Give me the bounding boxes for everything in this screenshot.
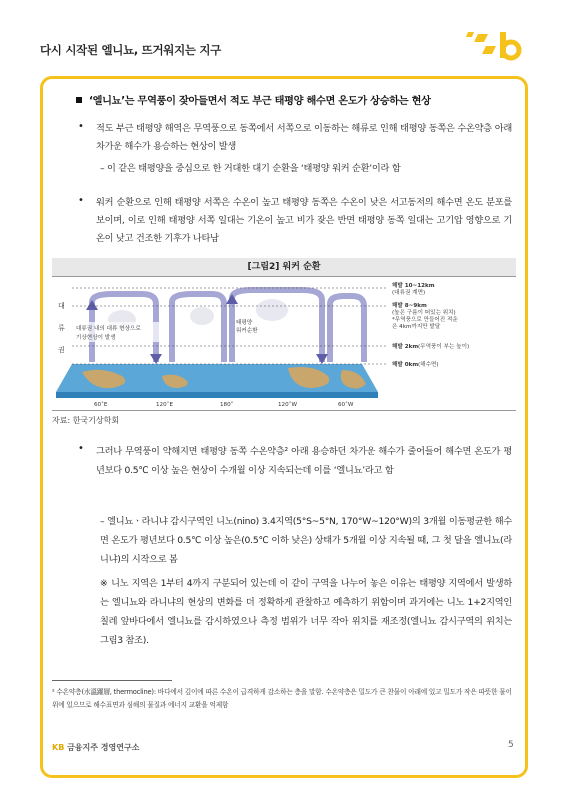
kb-logo (462, 28, 522, 64)
page-header-title: 다시 시작된 엘니뇨, 뜨거워지는 지구 (40, 43, 222, 57)
alt-zero-sub: (해수면) (418, 362, 439, 368)
figure-top-rule (52, 276, 516, 277)
paragraph-3-sub: – 엘니뇨ㆍ라니냐 감시구역인 니노(nino) 3.4지역(5°S~5°N, 170°W~120°W)의 3개월 이동평균한 해수면 온도가 평년보다 0.5℃ 이상 높은(0.5℃ 이하 낮은) 상태가 5개월 이상 지속될 때, 그 첫 달을 엘니뇨(라니냐)의 시작으로 봄 (100, 516, 512, 565)
figure-bottom-rule (52, 410, 516, 411)
bullet-icon: • (78, 121, 84, 132)
figure-caption: [그림2] 워커 순환 (52, 258, 516, 276)
section-heading (76, 92, 431, 107)
footer-org-name: 금융지주 경영연구소 (64, 743, 140, 752)
lon-60e: 60˚E (94, 402, 108, 408)
square-bullet-icon (76, 97, 82, 103)
walker-circulation-figure (52, 280, 516, 408)
alt-low-sub: (무역풍이 부는 높이) (418, 344, 470, 350)
alt-mid: 해발 8~9km (392, 303, 427, 309)
footnote: ² 수온약층(水溫躍層, thermocline): 바다에서 깊이에 따른 수온이 급격하게 감소하는 층을 말함. 수온약층은 밀도가 큰 찬물이 아래에 있고 밀도가 작은 따뜻한 물이 위에 있으므로 해수표면과 심해의 물질과 에너지 교환을 억제함 (52, 688, 512, 709)
figure-source: 자료: 한국기상학회 (52, 416, 120, 425)
note-paragraph: ※ 니노 지역은 1부터 4까지 구분되어 있는데 이 같이 구역을 나누어 놓은 이유는 태평양 지역에서 발생하는 엘니뇨와 라니냐의 현상의 변화를 더 정확하게 관찰하고 예측하기 위함이며 과거에는 니노 1+2지역인 칠레 앞바다에서 엘니뇨를 감시하였으나 측정 범위가 너무 작아 위치를 재조정(엘니뇨 감시구역의 위치는 그림3 참조). (100, 578, 512, 646)
fig-vlabel-3: 권 (58, 346, 65, 354)
alt-zero: 해발 0km (392, 362, 419, 368)
footnote-rule (52, 680, 172, 681)
lon-60w: 60˚W (338, 402, 354, 408)
content-frame (40, 76, 528, 778)
alt-mid-sub2: *무역풍으로 만들어진 적운 (392, 317, 458, 323)
bullet-icon: • (78, 443, 84, 454)
alt-low: 해발 2km (392, 344, 419, 350)
paragraph-3: 그러나 무역풍이 약해지면 태평양 동쪽 수온약층² 아래 용승하던 차가운 해수가 줄어들어 해수면 온도가 평년보다 0.5℃ 이상 높은 현상이 수개월 이상 지속되는데 이를 ‘엘니뇨’라고 함 (96, 446, 512, 476)
lon-180: 180˚ (220, 402, 234, 408)
alt-mid-sub1: (높은 구름이 떠있는 위치) (392, 310, 456, 316)
fig-vlabel-1: 대 (58, 302, 65, 310)
footer-organization (52, 742, 139, 753)
alt-top-sub: (대류권 계면) (392, 290, 426, 296)
page-number: 5 (508, 740, 514, 750)
paragraph-1-sub: – 이 같은 태평양을 중심으로 한 거대한 대기 순환을 ‘태평양 워커 순환’이라 함 (100, 163, 401, 174)
lon-120e: 120˚E (156, 402, 174, 408)
fig-label-weather: 기상현상이 발생 (76, 335, 116, 341)
section-heading-text: ‘엘니뇨’는 무역풍이 잦아들면서 적도 부근 태평양 해수면 온도가 상승하는 현상 (89, 96, 431, 107)
bullet-icon: • (78, 195, 84, 206)
paragraph-1: 적도 부근 태평양 해역은 무역풍으로 동쪽에서 서쪽으로 이동하는 해류로 인해 태평양 동쪽은 수온약층 아래 차가운 해수가 용승하는 현상이 발생 (96, 123, 512, 152)
fig-label-troposphere: 대류권 내의 대류 현상으로 (76, 326, 141, 332)
fig-label-walker: 워커순환 (236, 328, 258, 334)
alt-mid-sub3: 은 4km까지만 발달 (392, 324, 441, 330)
alt-top: 해발 10~12km (392, 283, 435, 289)
fig-vlabel-2: 류 (58, 324, 65, 332)
fig-label-pacific: 태평양 (236, 320, 253, 326)
paragraph-2: 워커 순환으로 인해 태평양 서쪽은 수온이 높고 태평양 동쪽은 수온이 낮은 서고동저의 해수면 온도 분포를 보이며, 이로 인해 태평양 서쪽 일대는 기온이 높고 비가 잦은 반면 태평양 동쪽 일대는 고기압 영향으로 기온이 낮고 건조한 기후가 나타남 (96, 197, 512, 244)
lon-120w: 120˚W (278, 402, 298, 408)
footer-kb-mark: KB (52, 743, 65, 752)
